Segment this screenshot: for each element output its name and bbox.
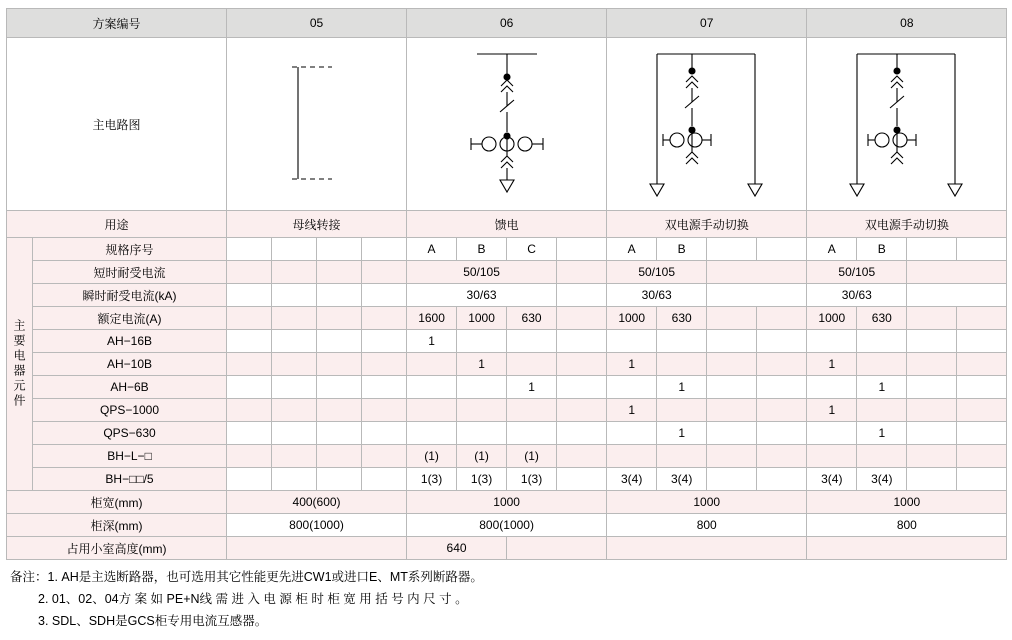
cell: 1000 xyxy=(607,307,657,330)
cell xyxy=(407,422,457,445)
row-label: QPS−1000 xyxy=(33,399,227,422)
cell xyxy=(757,238,807,261)
header-scheme-08: 08 xyxy=(807,9,1007,38)
cell xyxy=(407,376,457,399)
cell xyxy=(507,330,557,353)
cell: 630 xyxy=(507,307,557,330)
row-label: 短时耐受电流 xyxy=(33,261,227,284)
cell xyxy=(807,422,857,445)
table-row xyxy=(7,376,1007,399)
cell xyxy=(857,353,907,376)
cell xyxy=(362,238,407,261)
cell: 1(3) xyxy=(407,468,457,491)
cell: (1) xyxy=(507,445,557,468)
cell: 800 xyxy=(807,514,1007,537)
cell xyxy=(507,353,557,376)
cell xyxy=(807,330,857,353)
table-row xyxy=(7,537,1007,560)
cell xyxy=(857,399,907,422)
row-label: 柜宽(mm) xyxy=(7,491,227,514)
row-label: 规格序号 xyxy=(33,238,227,261)
cell: 1600 xyxy=(407,307,457,330)
usage-08: 双电源手动切换 xyxy=(807,211,1007,238)
scheme-table xyxy=(6,8,1007,560)
cell xyxy=(607,422,657,445)
row-label: AH−16B xyxy=(33,330,227,353)
cell xyxy=(557,238,607,261)
cell: 400(600) xyxy=(227,491,407,514)
cell: B xyxy=(457,238,507,261)
row-label: 瞬时耐受电流(kA) xyxy=(33,284,227,307)
usage-05: 母线转接 xyxy=(227,211,407,238)
cell xyxy=(807,376,857,399)
row-label: 柜深(mm) xyxy=(7,514,227,537)
cell: 800(1000) xyxy=(227,514,407,537)
cell: 1000 xyxy=(607,491,807,514)
table-row xyxy=(7,330,1007,353)
usage-label: 用途 xyxy=(7,211,227,238)
table-row xyxy=(7,399,1007,422)
table-row xyxy=(7,238,1007,261)
cell: 1 xyxy=(507,376,557,399)
cell: 50/105 xyxy=(407,261,557,284)
cell: A xyxy=(407,238,457,261)
circuit-diagram-07 xyxy=(607,38,807,211)
table-row xyxy=(7,284,1007,307)
cell: 1 xyxy=(657,376,707,399)
cell: 3(4) xyxy=(857,468,907,491)
cell xyxy=(457,376,507,399)
cell xyxy=(507,399,557,422)
header-scheme-05: 05 xyxy=(227,9,407,38)
cell xyxy=(657,330,707,353)
cell: 1 xyxy=(607,399,657,422)
cell: 1 xyxy=(607,353,657,376)
cell xyxy=(907,238,957,261)
cell xyxy=(407,399,457,422)
cell xyxy=(317,238,362,261)
usage-row xyxy=(7,211,1007,238)
cell xyxy=(657,353,707,376)
circuit-diagram-06 xyxy=(407,38,607,211)
circuit-diagram-05 xyxy=(227,38,407,211)
cell: 1 xyxy=(457,353,507,376)
cell: 3(4) xyxy=(657,468,707,491)
cell: 800 xyxy=(607,514,807,537)
cell xyxy=(607,376,657,399)
cell: 1 xyxy=(807,399,857,422)
cell: 30/63 xyxy=(407,284,557,307)
table-row xyxy=(7,514,1007,537)
cell xyxy=(707,238,757,261)
cell: 1(3) xyxy=(507,468,557,491)
cell: B xyxy=(657,238,707,261)
table-row xyxy=(7,468,1007,491)
table-row xyxy=(7,422,1007,445)
table-row xyxy=(7,307,1007,330)
cell: 1000 xyxy=(807,491,1007,514)
header-scheme-number: 方案编号 xyxy=(7,9,227,38)
table-row xyxy=(7,261,1007,284)
cell xyxy=(227,537,407,560)
cell xyxy=(657,445,707,468)
cell: 1 xyxy=(807,353,857,376)
header-scheme-06: 06 xyxy=(407,9,607,38)
table-row xyxy=(7,491,1007,514)
cell: 1 xyxy=(407,330,457,353)
row-label: QPS−630 xyxy=(33,422,227,445)
cell xyxy=(607,330,657,353)
row-label: 占用小室高度(mm) xyxy=(7,537,227,560)
cell: 50/105 xyxy=(607,261,707,284)
diagram-row xyxy=(7,38,1007,211)
cell xyxy=(457,422,507,445)
cell xyxy=(457,330,507,353)
cell: 630 xyxy=(857,307,907,330)
cell: (1) xyxy=(407,445,457,468)
row-label: AH−6B xyxy=(33,376,227,399)
cell: 3(4) xyxy=(807,468,857,491)
cell xyxy=(607,537,807,560)
cell xyxy=(227,238,272,261)
cell: 1 xyxy=(657,422,707,445)
cell xyxy=(657,399,707,422)
cell: 640 xyxy=(407,537,507,560)
circuit-diagram-08 xyxy=(807,38,1007,211)
notes-block xyxy=(6,566,1006,632)
cell: 30/63 xyxy=(607,284,707,307)
cell: (1) xyxy=(457,445,507,468)
row-label: AH−10B xyxy=(33,353,227,376)
note-line-3: 3. SDL、SDH是GCS柜专用电流互感器。 xyxy=(38,614,268,628)
cell: A xyxy=(807,238,857,261)
note-line-1: 备注：1. AH是主选断路器，也可选用其它性能更先进CW1或进口E、MT系列断路器。 xyxy=(10,570,483,584)
usage-07: 双电源手动切换 xyxy=(607,211,807,238)
diagram-row-label: 主电路图 xyxy=(7,38,227,211)
table-row xyxy=(7,445,1007,468)
cell: 1000 xyxy=(807,307,857,330)
cell: 3(4) xyxy=(607,468,657,491)
cell: C xyxy=(507,238,557,261)
cell: 630 xyxy=(657,307,707,330)
cell: B xyxy=(857,238,907,261)
cell xyxy=(272,238,317,261)
cell xyxy=(507,422,557,445)
cell: 1000 xyxy=(457,307,507,330)
cell: 1 xyxy=(857,422,907,445)
cell xyxy=(457,399,507,422)
side-label: 主要电器元件 xyxy=(7,238,33,491)
cell xyxy=(607,445,657,468)
row-label: 额定电流(A) xyxy=(33,307,227,330)
row-label: BH−□□/5 xyxy=(33,468,227,491)
table-row xyxy=(7,353,1007,376)
cell: 1(3) xyxy=(457,468,507,491)
cell: 1 xyxy=(857,376,907,399)
cell: 800(1000) xyxy=(407,514,607,537)
cell xyxy=(857,330,907,353)
table-header-row xyxy=(7,9,1007,38)
cell xyxy=(857,445,907,468)
cell xyxy=(957,238,1007,261)
cell: A xyxy=(607,238,657,261)
cell xyxy=(407,353,457,376)
usage-06: 馈电 xyxy=(407,211,607,238)
cell xyxy=(807,537,1007,560)
header-scheme-07: 07 xyxy=(607,9,807,38)
cell: 1000 xyxy=(407,491,607,514)
cell xyxy=(807,445,857,468)
cell: 30/63 xyxy=(807,284,907,307)
row-label: BH−L−□ xyxy=(33,445,227,468)
note-line-2: 2. 01、02、04方 案 如 PE+N线 需 进 入 电 源 柜 时 柜 宽 用 括 号 内 尺 寸 。 xyxy=(38,592,468,606)
cell: 50/105 xyxy=(807,261,907,284)
